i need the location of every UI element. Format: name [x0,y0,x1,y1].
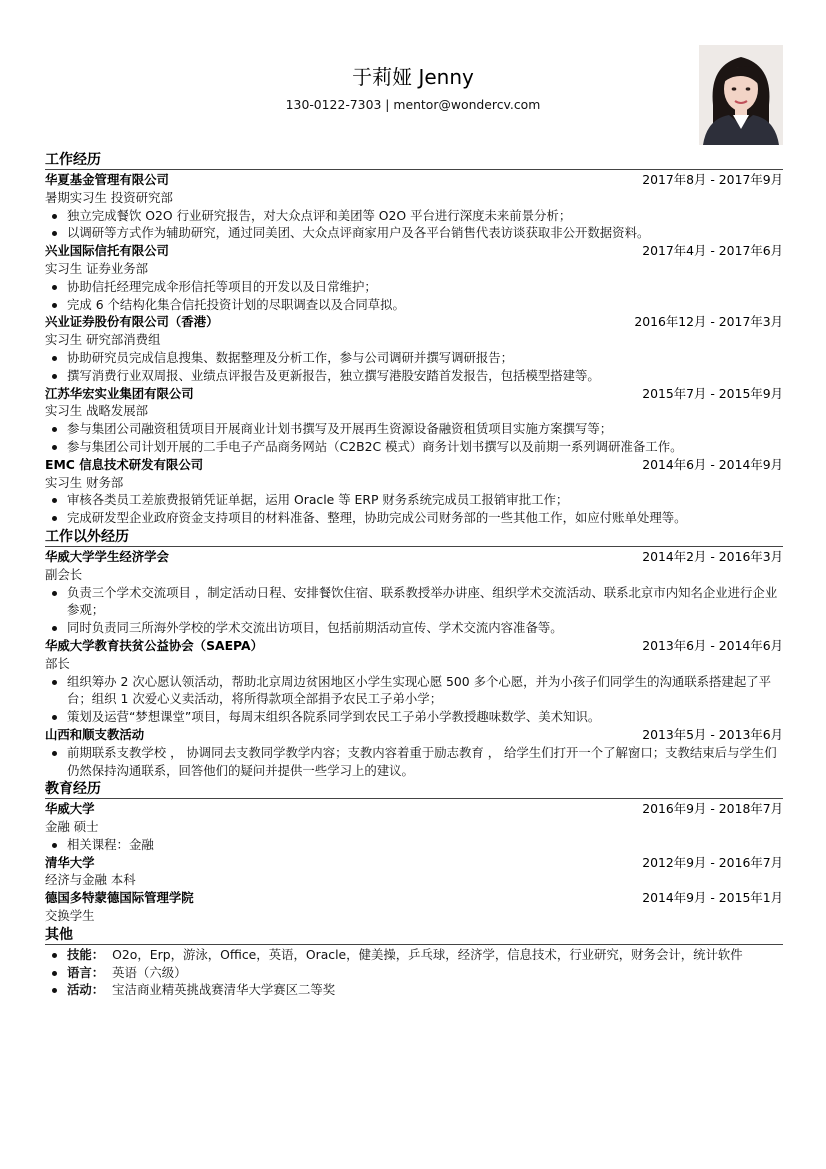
bullet-item: 协助研究员完成信息搜集、数据整理及分析工作，参与公司调研并撰写调研报告； [45,349,783,367]
resume-content [45,150,783,999]
section-title: 工作经历 [45,150,783,170]
section-extracurricular [45,527,783,779]
bullet-item: 策划及运营“梦想课堂”项目，每周末组织各院系同学到农民工子弟小学教授趣味数学、美术知识。 [45,708,783,726]
school-name: 德国多特蒙德国际管理学院 [45,890,194,906]
work-entry [45,242,783,313]
other-text: 宝洁商业精英挑战赛清华大学赛区二等奖 [112,982,336,998]
bullet-item: 撰写消费行业双周报、业绩点评报告及更新报告，独立撰写港股安踏首发报告，包括模型搭建等。 [45,367,783,385]
bullet-item: 审核各类员工差旅费报销凭证单据，运用 Oracle 等 ERP 财务系统完成员工报销审批工作； [45,491,783,509]
work-entry [45,313,783,384]
other-item [45,946,783,964]
date-range: 2014年6月 - 2014年9月 [642,456,783,472]
section-title: 工作以外经历 [45,527,783,547]
date-range: 2015年7月 - 2015年9月 [642,385,783,401]
school-name: 清华大学 [45,854,95,870]
date-range: 2013年5月 - 2013年6月 [642,726,783,742]
bullet-item: 负责三个学术交流项目 ，制定活动日程、安排餐饮住宿、联系教授举办讲座、组织学术交流活动、联系北京市内知名企业进行企业参观； [45,584,783,620]
role-title: 实习生 证券业务部 [45,260,149,276]
other-text: 英语（六级） [112,964,187,980]
bullet-item: 完成 6 个结构化集合信托投资计划的尽职调查以及合同草拟。 [45,296,783,314]
work-entry [45,456,783,527]
role-title: 实习生 研究部消费组 [45,332,161,348]
date-range: 2013年6月 - 2014年6月 [642,637,783,653]
date-range: 2016年9月 - 2018年7月 [642,801,783,817]
activity-entry [45,726,783,779]
date-range: 2012年9月 - 2016年7月 [642,854,783,870]
date-range: 2014年9月 - 2015年1月 [642,890,783,906]
degree: 金融 硕士 [45,819,99,835]
school-name: 华威大学 [45,801,95,817]
other-item [45,964,783,982]
org-name: 华威大学教育扶贫公益协会（SAEPA） [45,637,263,653]
candidate-name: 于莉娅 Jenny [352,65,474,89]
other-item [45,981,783,999]
org-name: 山西和顺支教活动 [45,726,145,742]
org-name: 华威大学学生经济学会 [45,548,169,564]
org-name: EMC 信息技术研发有限公司 [45,456,204,472]
section-other [45,925,783,999]
date-range: 2017年8月 - 2017年9月 [642,172,783,187]
role-title: 实习生 战略发展部 [45,403,149,419]
bullet-item: 完成研发型企业政府资金支持项目的材料准备、整理，协助完成公司财务部的一些其他工作，如应付账单处理等。 [45,509,783,527]
bullet-item: 独立完成餐饮 O2O 行业研究报告，对大众点评和美团等 O2O 平台进行深度未来前景分析； [45,207,783,225]
org-name: 兴业国际信托有限公司 [45,243,169,259]
education-entry [45,854,783,890]
degree: 经济与金融 本科 [45,872,136,888]
section-work [45,150,783,527]
org-name: 兴业证券股份有限公司（香港） [45,314,219,330]
bullet-item: 前期联系支教学校 ， 协调同去支教同学教学内容；支教内容着重于励志教育 ， 给学生们打开一个了解窗口；支教结束后与学生们仍然保持沟通联系，回答他们的疑问并提供一些学习上的建议。 [45,744,783,780]
bullet-item: 参与集团公司融资租赁项目开展商业计划书撰写及开展再生资源设备融资租赁项目实施方案撰写等； [45,420,783,438]
education-entry [45,889,783,925]
org-name: 江苏华宏实业集团有限公司 [45,385,194,401]
profile-photo [699,45,783,145]
degree: 交换学生 [45,908,95,924]
section-title: 教育经历 [45,779,783,799]
date-range: 2016年12月 - 2017年3月 [634,314,783,330]
role-title: 部长 [45,655,70,671]
activity-entry [45,548,783,637]
bullet-item: 组织筹办 2 次心愿认领活动，帮助北京周边贫困地区小学生实现心愿 500 多个心愿，并为小孩子们同学生的沟通联系搭建起了平台；组织 1 次爱心义卖活动，将所得款项全部捐予农民工子弟小学； [45,673,783,709]
org-name: 华夏基金管理有限公司 [45,172,169,187]
section-education [45,779,783,925]
contact-info: 130-0122-7303 | mentor@wondercv.com [285,97,541,112]
other-label: 技能： [67,946,105,962]
bullet-item: 同时负责同三所海外学校的学术交流出访项目，包括前期活动宣传、学术交流内容准备等。 [45,619,783,637]
work-entry [45,385,783,456]
bullet-item: 参与集团公司计划开展的二手电子产品商务网站（C2B2C 模式）商务计划书撰写以及前期一系列调研准备工作。 [45,438,783,456]
education-entry [45,800,783,853]
work-entry [45,171,783,242]
date-range: 2014年2月 - 2016年3月 [642,548,783,564]
bullet-item: 协助信托经理完成伞形信托等项目的开发以及日常维护； [45,278,783,296]
role-title: 副会长 [45,566,83,582]
activity-entry [45,637,783,726]
role-title: 实习生 财务部 [45,474,124,490]
section-title: 其他 [45,925,783,945]
role-title: 暑期实习生 投资研究部 [45,189,173,205]
other-label: 活动： [67,982,105,998]
other-label: 语言： [67,964,105,980]
other-text: O2o，Erp，游泳，Office，英语，Oracle，健美操，乒乓球，经济学，信息技术，行业研究，财务会计，统计软件 [112,946,743,962]
bullet-item: 以调研等方式作为辅助研究，通过同美团、大众点评商家用户及各平台销售代表访谈获取非公开数据资料。 [45,224,783,242]
date-range: 2017年4月 - 2017年6月 [642,243,783,259]
bullet-item: 相关课程：金融 [45,836,783,854]
